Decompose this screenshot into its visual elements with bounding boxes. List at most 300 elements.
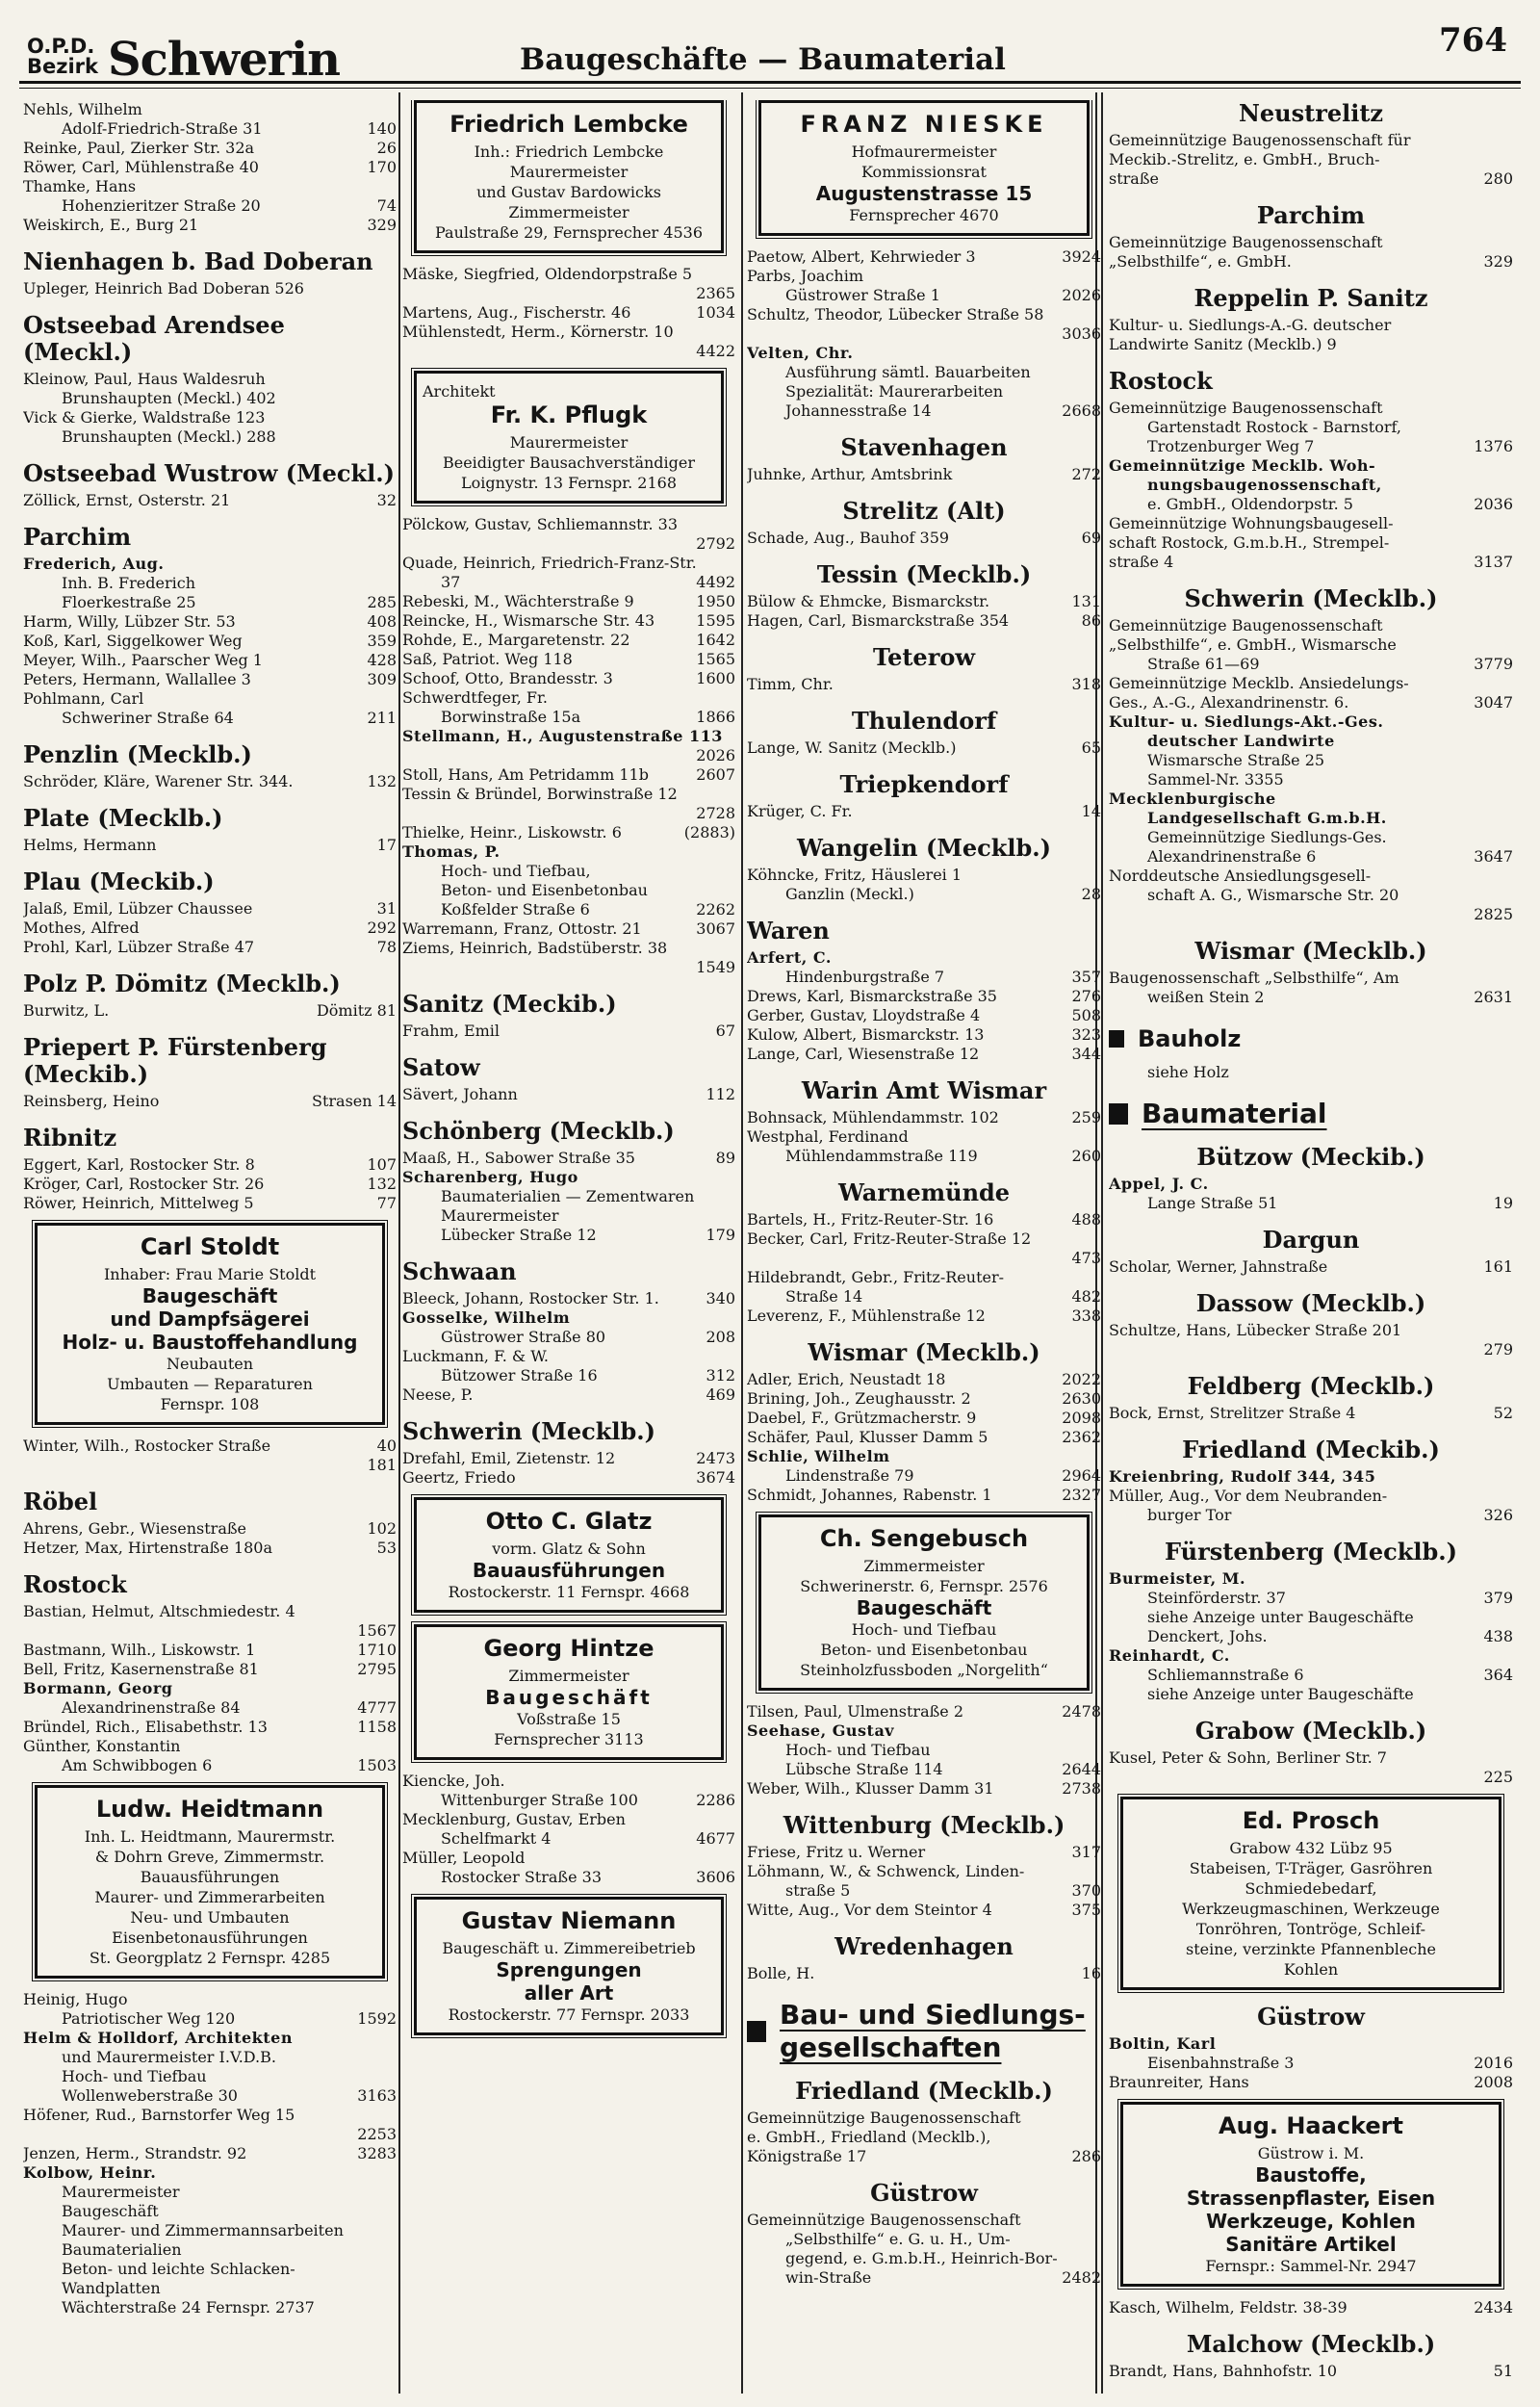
entry-number: 318 [1071, 675, 1101, 693]
entry-number: 14 [1081, 802, 1101, 820]
list-item [402, 1810, 735, 1829]
entry-number: 211 [367, 709, 397, 727]
entry-number: 3674 [696, 1468, 735, 1487]
entry-number: 31 [376, 899, 397, 918]
cross-reference: siehe Holz [1147, 1063, 1229, 1081]
entry-list [1109, 1748, 1513, 1787]
list-item [23, 491, 397, 510]
entry-text: Schmidt, Johannes, Rabenstr. 1 [747, 1486, 992, 1504]
entry-text: Thielke, Heinr., Liskowstr. 6 [402, 823, 622, 841]
entry-number: 1158 [357, 1718, 397, 1736]
entry-list [747, 2211, 1101, 2288]
list-item [747, 1045, 1101, 1064]
entry-list [23, 370, 397, 447]
entry-list [1109, 1467, 1513, 1525]
entry-list [747, 1702, 1101, 1799]
entry-number: 279 [1483, 1340, 1513, 1359]
ad-aug-haackert: Aug. Haackert Güstrow i. M. Baustoffe, Strassenpflaster, Eisen Werkzeuge, Kohlen Sanitäre Artikel Fernspr.: Sammel-Nr. 2947 [1120, 2102, 1502, 2287]
entry-number: 329 [1483, 252, 1513, 271]
town-heading: Dargun [1262, 1226, 1360, 1254]
list-item [23, 2144, 397, 2163]
entry-text: Schlie, Wilhelm [747, 1447, 890, 1465]
header-title: Baugeschäfte — Baumaterial [520, 42, 1006, 77]
list-item [1109, 495, 1513, 514]
entry-number: 344 [1071, 1045, 1101, 1063]
entry-number: 338 [1071, 1307, 1101, 1325]
entry-number: 225 [1483, 1768, 1513, 1786]
list-item [402, 1468, 735, 1488]
entry-number: 1866 [696, 708, 735, 726]
entry-text: Ahrens, Gebr., Wiesenstraße [23, 1519, 247, 1538]
entry-number: 482 [1071, 1287, 1101, 1306]
entry-text: Arfert, C. [747, 948, 832, 967]
entry-list [402, 265, 735, 361]
entry-text: Bastmann, Wilh., Liskowstr. 1 [23, 1641, 256, 1659]
list-item [1109, 809, 1513, 828]
entry-number: Strasen 14 [311, 1092, 397, 1110]
entry-text: Bohnsack, Mühlendammstr. 102 [747, 1108, 999, 1126]
entry-text: Rebeski, M., Wächterstraße 9 [402, 592, 634, 610]
entry-number: 2607 [696, 765, 735, 784]
entry-list [747, 2109, 1101, 2166]
entry-number: 2098 [1062, 1409, 1101, 1427]
list-item [23, 2202, 397, 2221]
list-item [23, 689, 397, 709]
entry-list [23, 1602, 397, 1775]
entry-text: Jenzen, Herm., Strandstr. 92 [23, 2144, 247, 2162]
entry-text: Frahm, Emil [402, 1022, 500, 1040]
entry-text: Steinförderstr. 37 [1147, 1589, 1286, 1607]
header-city: Schwerin [108, 33, 341, 87]
list-item [23, 1519, 397, 1539]
entry-number: 260 [1071, 1147, 1101, 1165]
list-item [1109, 2362, 1513, 2381]
list-item [747, 465, 1101, 484]
entry-number: 3067 [696, 919, 735, 938]
entry-text: Timm, Chr. [747, 675, 834, 693]
list-item [1109, 252, 1513, 272]
ad-friedrich-lembcke: Friedrich Lembcke Inh.: Friedrich Lembcke Maurermeister und Gustav Bardowicks Zimmermeister Paulstraße 29, Fernsprecher 4536 [414, 100, 724, 253]
list-item [23, 2009, 397, 2029]
entry-text: Gemeinnützige Baugenossenschaft [1109, 399, 1383, 417]
entry-text: Höfener, Rud., Barnstorfer Weg 15 [23, 2106, 295, 2124]
list-item [1109, 514, 1513, 533]
list-item [23, 370, 397, 389]
entry-text: Maaß, H., Sabower Straße 35 [402, 1149, 635, 1167]
entry-number: 2738 [1062, 1779, 1101, 1798]
list-item [747, 948, 1101, 968]
entry-text: Brunshaupten (Meckl.) 402 [62, 389, 276, 407]
list-item [402, 611, 735, 631]
town-heading: Triepkendorf [839, 770, 1009, 798]
entry-number: 375 [1071, 1901, 1101, 1919]
list-item [23, 1621, 397, 1641]
entry-number: 65 [1081, 738, 1101, 757]
entry-number: 132 [367, 772, 397, 790]
entry-number: 280 [1483, 169, 1513, 188]
entry-number: 272 [1071, 465, 1101, 483]
town-heading: Friedland (Mecklb.) [795, 2077, 1053, 2105]
entry-text: Gemeinnützige Baugenossenschaft [1109, 233, 1383, 251]
entry-list [23, 491, 397, 510]
entry-text: Straße 61—69 [1147, 655, 1260, 673]
list-item [747, 1370, 1101, 1389]
entry-number: 140 [367, 119, 397, 138]
entry-text: straße 4 [1109, 553, 1174, 571]
list-item [23, 612, 397, 632]
town-heading: Stavenhagen [840, 433, 1008, 461]
town-heading: Strelitz (Alt) [842, 497, 1006, 525]
list-item [747, 363, 1101, 382]
entry-text: Quade, Heinrich, Friedrich-Franz-Str. [402, 554, 697, 572]
list-item [747, 1025, 1101, 1045]
entry-text: Tessin & Bründel, Borwinstraße 12 [402, 785, 678, 803]
list-item [1109, 418, 1513, 437]
list-item [1109, 988, 1513, 1007]
list-item [747, 2249, 1101, 2268]
entry-text: Maurermeister [62, 2183, 180, 2201]
entry-number: 40 [376, 1436, 397, 1455]
town-heading: Schwaan [402, 1257, 517, 1285]
entry-text: Helms, Hermann [23, 836, 157, 854]
entry-number: 2478 [1062, 1702, 1101, 1721]
ad-ludw-heidtmann: Ludw. Heidtmann Inh. L. Heidtmann, Maurermstr. & Dohrn Greve, Zimmermstr. Bauausführungen Maurer- und Zimmerarbeiten Neu- und Umbauten Eisenbetonausführungen St. Georgplatz 2 Fernspr. 4285 [35, 1785, 385, 1979]
list-item [402, 650, 735, 669]
entry-text: deutscher Landwirte [1147, 732, 1335, 750]
list-item [747, 2128, 1101, 2147]
entry-text: Lange Straße 51 [1147, 1194, 1278, 1212]
list-item [402, 265, 735, 284]
list-item [747, 1147, 1101, 1166]
entry-text: Kreienbring, Rudolf 344, 345 [1109, 1467, 1376, 1486]
entry-text: Saß, Patriot. Weg 118 [402, 650, 573, 668]
entry-number: 89 [715, 1149, 735, 1167]
entry-number: 2026 [696, 746, 735, 764]
list-item [402, 1022, 735, 1041]
list-item [23, 1641, 397, 1660]
list-item [402, 1791, 735, 1810]
entry-text: Spezialität: Maurerarbeiten [785, 382, 1004, 401]
list-item [402, 573, 735, 592]
list-item [747, 1229, 1101, 1249]
list-item [23, 2086, 397, 2106]
entry-list [747, 465, 1101, 484]
entry-text: und Maurermeister I.V.D.B. [62, 2048, 276, 2066]
entry-number: 161 [1483, 1257, 1513, 1276]
section-heading-bau-siedlung: Bau- und Siedlungs- gesellschaften [747, 1999, 1101, 2064]
entry-number: 3606 [696, 1868, 735, 1886]
entry-number: Dömitz 81 [316, 1001, 397, 1020]
entry-list [747, 802, 1101, 821]
entry-number: 131 [1071, 592, 1101, 610]
entry-text: nungsbaugenossenschaft, [1147, 476, 1382, 494]
entry-list [23, 1155, 397, 1213]
list-item [1109, 1768, 1513, 1787]
list-item [402, 1366, 735, 1385]
list-item [402, 1772, 735, 1791]
entry-number: 2016 [1474, 2054, 1513, 2072]
town-heading: Güstrow [870, 2179, 978, 2207]
entry-text: Drefahl, Emil, Zietenstr. 12 [402, 1449, 616, 1467]
town-heading: Wangelin (Mecklb.) [797, 834, 1051, 862]
entry-text: Gerber, Gustav, Lloydstraße 4 [747, 1006, 981, 1024]
entry-number: 3283 [357, 2144, 397, 2162]
entry-text: Sammel-Nr. 3355 [1147, 770, 1284, 789]
list-item [1109, 1685, 1513, 1704]
entry-list [23, 1001, 397, 1021]
list-item [402, 534, 735, 554]
entry-text: Geertz, Friedo [402, 1468, 516, 1487]
list-item [23, 408, 397, 427]
list-item [747, 592, 1101, 611]
entry-number: 16 [1081, 1964, 1101, 1982]
entry-text: Braunreiter, Hans [1109, 2073, 1249, 2091]
column-divider [741, 92, 743, 2394]
entry-text: Schoof, Otto, Brandesstr. 3 [402, 669, 613, 687]
list-item [402, 669, 735, 688]
entry-text: Gemeinnützige Baugenossenschaft [1109, 616, 1383, 634]
entry-text: Wandplatten [62, 2279, 161, 2297]
entry-text: Landgesellschaft G.m.b.H. [1147, 809, 1387, 827]
entry-text: Pölckow, Gustav, Schliemannstr. 33 [402, 515, 679, 533]
list-item [23, 651, 397, 670]
ad-ed-prosch: Ed. Prosch Grabow 432 Lübz 95 Stabeisen, T-Träger, Gasröhren Schmiedebedarf, Werkzeugmaschinen, Werkzeuge Tonröhren, Tontröge, Schleif- steine, verzinkte Pfannenbleche Kohlen [1120, 1797, 1502, 1990]
entry-number: 317 [1071, 1843, 1101, 1861]
list-item [1109, 1175, 1513, 1194]
entry-text: Kulow, Albert, Bismarckstr. 13 [747, 1025, 985, 1044]
column-1 [23, 100, 397, 2392]
ad-franz-nieske: FRANZ NIESKE Hofmaurermeister Kommissionsrat Augustenstrasse 15 Fernsprecher 4670 [758, 100, 1090, 236]
list-item [747, 1287, 1101, 1307]
entry-text: schaft Rostock, G.m.b.H., Strempel- [1109, 533, 1390, 552]
list-item [402, 939, 735, 958]
entry-number: 2362 [1062, 1428, 1101, 1446]
entry-list [23, 772, 397, 791]
list-item [402, 631, 735, 650]
town-heading: Wismar (Mecklb.) [808, 1338, 1040, 1366]
entry-text: Schelfmarkt 4 [441, 1829, 552, 1848]
town-heading: Teterow [872, 643, 976, 671]
town-heading: Neustrelitz [1238, 100, 1384, 127]
entry-text: Maurermeister [441, 1206, 559, 1225]
entry-text: Lange, Carl, Wiesenstraße 12 [747, 1045, 980, 1063]
entry-text: Borwinstraße 15a [441, 708, 581, 726]
entry-text: Burwitz, L. [23, 1001, 110, 1020]
entry-text: Thamke, Hans [23, 177, 137, 195]
entry-number: 19 [1493, 1194, 1513, 1212]
entry-number: 51 [1493, 2362, 1513, 2380]
list-item [1109, 886, 1513, 905]
list-item [23, 1194, 397, 1213]
entry-number: 52 [1493, 1404, 1513, 1422]
entry-number: 2434 [1474, 2298, 1513, 2316]
list-item [23, 2183, 397, 2202]
list-item [747, 1249, 1101, 1268]
town-heading: Sanitz (Meckib.) [402, 990, 617, 1018]
entry-text: Baumaterialien [62, 2240, 182, 2259]
entry-text: Wächterstraße 24 Fernspr. 2737 [62, 2298, 315, 2316]
entry-text: Vick & Gierke, Waldstraße 123 [23, 408, 266, 427]
entry-list [747, 948, 1101, 1064]
list-item [747, 2230, 1101, 2249]
bold-entry: Frederich, Aug. [23, 555, 165, 573]
entry-text: 37 [441, 573, 461, 591]
list-item [23, 1092, 397, 1111]
entry-list [747, 675, 1101, 694]
list-item [747, 1881, 1101, 1901]
list-item [23, 574, 397, 593]
entry-text: Hoch- und Tiefbau [785, 1741, 931, 1759]
list-item [402, 1449, 735, 1468]
list-item [23, 1737, 397, 1756]
entry-number: 2327 [1062, 1486, 1101, 1504]
entry-text: Gemeinnützige Baugenossenschaft für [1109, 131, 1411, 149]
town-heading: Ribnitz [23, 1124, 117, 1152]
list-item [23, 2163, 397, 2183]
entry-list [1109, 2034, 1513, 2092]
entry-list [23, 574, 397, 728]
list-item [1109, 1321, 1513, 1340]
entry-number: 2365 [696, 284, 735, 302]
entry-text: win-Straße [785, 2268, 872, 2287]
entry-list [23, 279, 397, 298]
list-item [747, 1466, 1101, 1486]
list-item [1109, 616, 1513, 635]
list-item [23, 1679, 397, 1698]
list-item [747, 866, 1101, 885]
entry-text: „Selbsthilfe“, e. GmbH. [1109, 252, 1292, 271]
list-item [402, 1328, 735, 1347]
entry-text: „Selbsthilfe“, e. GmbH., Wismarsche [1109, 635, 1397, 654]
entry-number: 438 [1483, 1627, 1513, 1645]
entry-list [402, 1149, 735, 1245]
entry-text: Parbs, Joachim [747, 267, 863, 285]
entry-text: Lübecker Straße 12 [441, 1226, 597, 1244]
list-item [402, 727, 735, 746]
entry-number: 379 [1483, 1589, 1513, 1607]
entry-number: 1642 [696, 631, 735, 649]
entry-text: Mothes, Alfred [23, 919, 140, 937]
list-item [23, 216, 397, 235]
list-item [23, 1436, 397, 1456]
list-item [1109, 770, 1513, 789]
entry-text: Warremann, Franz, Ottostr. 21 [402, 919, 642, 938]
list-item [23, 100, 397, 119]
town-heading: Thulendorf [851, 707, 997, 735]
entry-text: Adolf-Friedrich-Straße 31 [62, 119, 263, 138]
entry-number: 17 [376, 836, 397, 854]
entry-text: Upleger, Heinrich Bad Doberan 526 [23, 279, 304, 298]
entry-list [747, 1210, 1101, 1326]
entry-text: Neese, P. [402, 1385, 474, 1404]
column-divider [398, 92, 400, 2394]
list-item [1109, 712, 1513, 732]
list-item [402, 1226, 735, 1245]
entry-text: Krüger, C. Fr. [747, 802, 853, 820]
entry-number: 2630 [1062, 1389, 1101, 1408]
entry-text: Bleeck, Johann, Rostocker Str. 1. [402, 1289, 659, 1307]
list-item [747, 1741, 1101, 1760]
entry-number: 74 [376, 196, 397, 215]
list-item [747, 247, 1101, 267]
entry-list [23, 1092, 397, 1111]
entry-text: Scholar, Werner, Jahnstraße [1109, 1257, 1328, 1276]
entry-number: 2473 [696, 1449, 735, 1467]
entry-number: 340 [706, 1289, 735, 1307]
entry-number: 132 [367, 1175, 397, 1193]
entry-list [1109, 616, 1513, 924]
entry-text: Gemeinnützige Baugenossenschaft [747, 2211, 1021, 2229]
entry-text: Gosselke, Wilhelm [402, 1308, 571, 1327]
column-divider [1101, 92, 1103, 2394]
entry-list [1109, 233, 1513, 272]
list-item [23, 2067, 397, 2086]
list-item [1109, 905, 1513, 924]
entry-text: Paetow, Albert, Kehrwieder 3 [747, 247, 976, 266]
entry-text: Floerkestraße 25 [62, 593, 196, 611]
entry-number: 488 [1071, 1210, 1101, 1229]
town-heading: Tessin (Mecklb.) [816, 560, 1032, 588]
entry-text: Kultur- u. Siedlungs-Akt.-Ges. [1109, 712, 1384, 731]
entry-text: Bock, Ernst, Strelitzer Straße 4 [1109, 1404, 1356, 1422]
list-item [23, 772, 397, 791]
entry-number: 259 [1071, 1108, 1101, 1126]
entry-number: 67 [715, 1022, 735, 1040]
list-item [23, 119, 397, 139]
list-item [23, 1456, 397, 1475]
entry-text: Gemeinnützige Wohnungsbaugesell- [1109, 514, 1394, 532]
entry-number: 2482 [1062, 2268, 1101, 2287]
entry-text: Beton- und leichte Schlacken- [62, 2260, 295, 2278]
entry-number: 1034 [696, 303, 735, 322]
entry-text: Seehase, Gustav [747, 1721, 895, 1740]
ad-carl-stoldt: Carl Stoldt Inhaber: Frau Marie Stoldt Baugeschäft und Dampfsägerei Holz- u. Baustoffehandlung Neubauten Umbauten — Reparaturen Fernspr. 108 [35, 1223, 385, 1425]
town-heading: Rostock [1109, 367, 1213, 395]
entry-text: Schweriner Straße 64 [62, 709, 234, 727]
list-item [747, 1721, 1101, 1741]
town-heading: Grabow (Mecklb.) [1194, 1717, 1427, 1745]
entry-number: 179 [706, 1226, 735, 1244]
entry-number: 2026 [1062, 286, 1101, 304]
list-item [23, 158, 397, 177]
entry-number: 4777 [357, 1698, 397, 1717]
entry-list [747, 1964, 1101, 1983]
entry-text: Jalaß, Emil, Lübzer Chaussee [23, 899, 253, 918]
entry-text: Bormann, Georg [23, 1679, 173, 1697]
entry-number: 2795 [357, 1660, 397, 1678]
entry-text: Kiencke, Joh. [402, 1772, 505, 1790]
entry-text: Friese, Fritz u. Werner [747, 1843, 926, 1861]
column-4 [1109, 100, 1513, 2392]
entry-text: Röwer, Heinrich, Mittelweg 5 [23, 1194, 254, 1212]
entry-text: Lange, W. Sanitz (Mecklb.) [747, 738, 957, 757]
list-item [1109, 828, 1513, 847]
entry-text: Müller, Leopold [402, 1849, 526, 1867]
square-bullet-icon [747, 2021, 766, 2042]
town-heading: Polz P. Dömitz (Mecklb.) [23, 970, 341, 997]
entry-text: Gemeinnützige Siedlungs-Ges. [1147, 828, 1387, 846]
list-item [23, 2260, 397, 2279]
entry-text: Alexandrinenstraße 6 [1147, 847, 1317, 866]
list-item [747, 324, 1101, 344]
entry-number: (2883) [683, 823, 735, 841]
entry-text: Ganzlin (Meckl.) [785, 885, 914, 903]
entry-number: 3137 [1474, 553, 1513, 571]
entry-text: Brunshaupten (Meckl.) 288 [62, 427, 276, 446]
entry-list [747, 1108, 1101, 1166]
entry-text: Rohde, E., Margaretenstr. 22 [402, 631, 630, 649]
entry-list [1109, 131, 1513, 189]
